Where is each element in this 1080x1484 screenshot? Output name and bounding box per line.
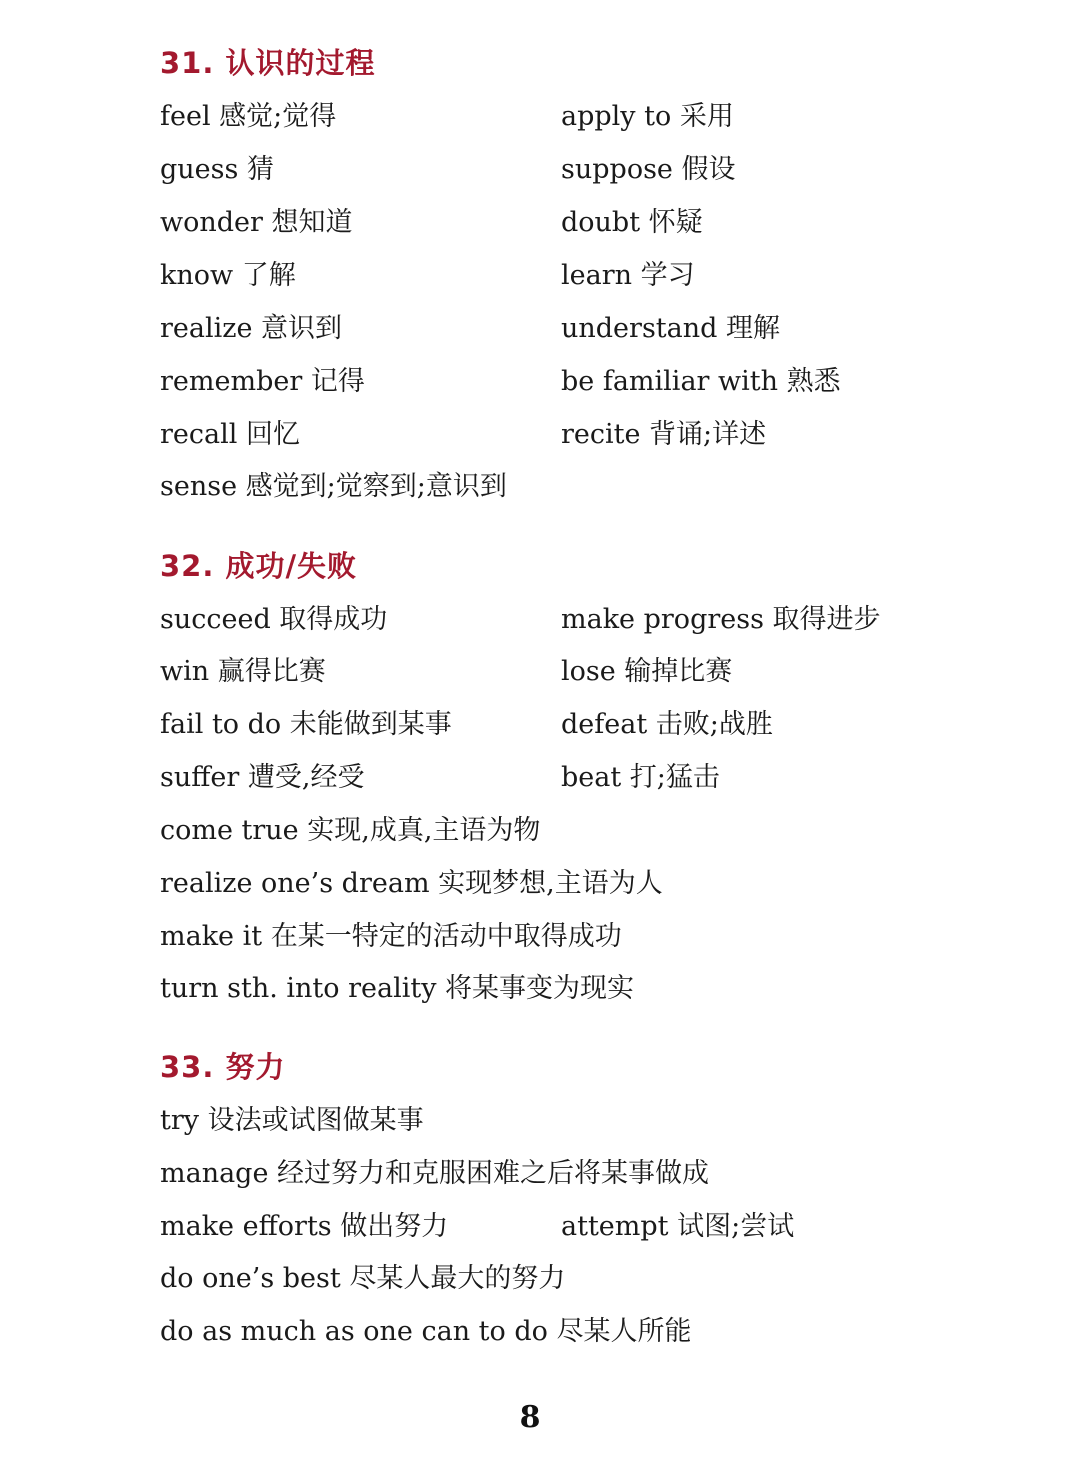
vocab-row: [160, 362, 1060, 402]
vocab-entry: succeed 取得成功: [160, 604, 388, 635]
vocab-entry: remember 记得: [160, 366, 365, 397]
vocab-row: [160, 1259, 1060, 1299]
vocab-entry: realize one’s dream 实现梦想,主语为人: [160, 868, 663, 899]
vocab-entry: beat 打;猛击: [561, 762, 720, 793]
vocab-row: [160, 864, 1060, 904]
vocab-row: [160, 1312, 1060, 1352]
vocab-row: [160, 1101, 1060, 1141]
vocab-row: [160, 969, 1060, 1009]
vocab-row: [160, 97, 1060, 137]
vocab-entry: guess 猜: [160, 154, 274, 185]
vocab-entry: feel 感觉;觉得: [160, 101, 337, 132]
vocab-entry: suffer 遭受,经受: [160, 762, 365, 793]
vocab-row: [160, 1207, 1060, 1247]
vocab-entry: fail to do 未能做到某事: [160, 709, 452, 740]
vocab-row: [160, 256, 1060, 296]
vocab-row: [160, 415, 1060, 455]
vocab-entry: understand 理解: [561, 313, 781, 344]
vocab-row: [160, 811, 1060, 851]
vocab-entry: make progress 取得进步: [561, 604, 881, 635]
vocab-entry: defeat 击败;战胜: [561, 709, 773, 740]
vocab-entry: recite 背诵;详述: [561, 419, 767, 450]
vocab-entry: do one’s best 尽某人最大的努力: [160, 1263, 566, 1294]
page-number: 8: [519, 1400, 541, 1435]
vocab-entry: win 赢得比赛: [160, 656, 326, 687]
vocab-entry: turn sth. into reality 将某事变为现实: [160, 973, 635, 1004]
vocab-row: [160, 1154, 1060, 1194]
section-heading: 31. 认识的过程: [160, 46, 376, 80]
vocab-entry: try 设法或试图做某事: [160, 1105, 424, 1136]
vocab-entry: learn 学习: [561, 260, 695, 291]
vocab-entry: apply to 采用: [561, 101, 734, 132]
vocab-entry: be familiar with 熟悉: [561, 366, 841, 397]
vocab-entry: sense 感觉到;觉察到;意识到: [160, 471, 507, 502]
vocab-entry: come true 实现,成真,主语为物: [160, 815, 541, 846]
vocab-row: [160, 652, 1060, 692]
vocab-entry: make it 在某一特定的活动中取得成功: [160, 921, 622, 952]
vocab-entry: manage 经过努力和克服困难之后将某事做成: [160, 1158, 710, 1189]
vocab-entry: suppose 假设: [561, 154, 736, 185]
section-heading: 33. 努力: [160, 1050, 286, 1084]
vocab-row: [160, 203, 1060, 243]
vocab-entry: make efforts 做出努力: [160, 1211, 449, 1242]
vocab-entry: lose 输掉比赛: [561, 656, 733, 687]
vocab-row: [160, 467, 1060, 507]
vocab-row: [160, 705, 1060, 745]
vocab-entry: doubt 怀疑: [561, 207, 703, 238]
vocab-row: [160, 758, 1060, 798]
vocab-row: [160, 309, 1060, 349]
vocab-entry: do as much as one can to do 尽某人所能: [160, 1316, 692, 1347]
vocab-entry: know 了解: [160, 260, 296, 291]
vocab-row: [160, 150, 1060, 190]
vocab-entry: attempt 试图;尝试: [561, 1211, 795, 1242]
vocab-row: [160, 917, 1060, 957]
vocab-entry: realize 意识到: [160, 313, 343, 344]
vocab-entry: recall 回忆: [160, 419, 300, 450]
section-heading: 32. 成功/失败: [160, 549, 358, 583]
vocab-row: [160, 600, 1060, 640]
vocab-entry: wonder 想知道: [160, 207, 353, 238]
